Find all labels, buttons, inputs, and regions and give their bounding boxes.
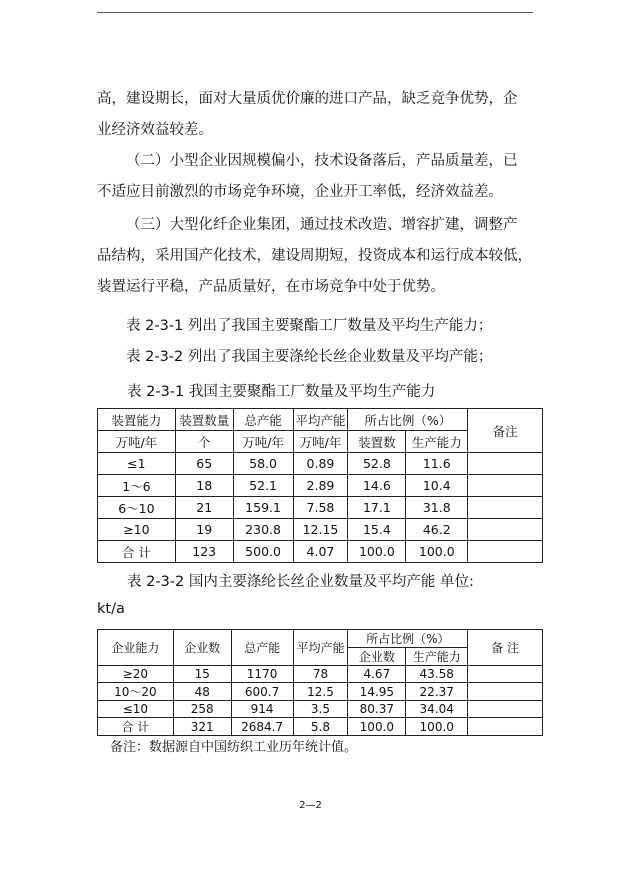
table1-header-cell: 平均产能 <box>293 409 348 431</box>
table-cell: 17.1 <box>348 497 406 519</box>
table-row <box>98 718 543 736</box>
table2-header-cell: 总产能 <box>231 630 293 666</box>
table2-header-cell: 企业数 <box>348 648 406 666</box>
table-cell <box>468 453 543 475</box>
table-cell: 12.5 <box>293 683 348 701</box>
paragraph-4 <box>97 311 533 342</box>
paragraph-line: （二）小型企业因规模偏小，技术设备落后，产品质量差，已 <box>126 153 518 169</box>
table-row <box>98 519 543 541</box>
table-cell: 159.1 <box>233 497 293 519</box>
table-cell: 22.37 <box>406 683 468 701</box>
paragraph-line: （三）大型化纤企业集团，通过技术改造、增容扩建，调整产 <box>126 217 518 233</box>
table-cell: 258 <box>173 701 231 718</box>
table1-header-cell: 所占比例（%） <box>348 409 468 431</box>
table2-unit: kt/a <box>97 601 125 617</box>
table1 <box>97 408 543 563</box>
table-cell: 7.58 <box>293 497 348 519</box>
table-cell: 15.4 <box>348 519 406 541</box>
table-cell: 2684.7 <box>231 718 293 736</box>
table-cell: 1170 <box>231 666 293 683</box>
paragraph-3 <box>97 210 533 303</box>
table-cell: 100.0 <box>406 541 468 563</box>
paragraph-line: 品结构，采用国产化技术，建设周期短，投资成本和运行成本较低， <box>97 248 532 264</box>
table1-header-cell: 备注 <box>468 409 543 453</box>
table-cell: 46.2 <box>406 519 468 541</box>
page-number: 2—2 <box>299 800 322 811</box>
table2-header-cell: 企业数 <box>173 630 231 666</box>
table-cell: 18 <box>175 475 233 497</box>
table-cell: 100.0 <box>406 718 468 736</box>
table-cell: 123 <box>175 541 233 563</box>
table-row <box>98 453 543 475</box>
paragraph-line: 高，建设期长，面对大量质优价廉的进口产品，缺乏竞争优势，企 <box>97 91 518 107</box>
table-cell: ≥10 <box>98 519 176 541</box>
header-rule <box>97 12 533 13</box>
table-row <box>98 475 543 497</box>
table-cell: ≤1 <box>98 453 176 475</box>
table-cell: 6～10 <box>98 497 176 519</box>
table-cell: 78 <box>293 666 348 683</box>
table-cell: 34.04 <box>406 701 468 718</box>
paragraph-5 <box>97 342 533 373</box>
table-cell: 15 <box>173 666 231 683</box>
paragraph-1 <box>97 84 533 146</box>
table-cell: 58.0 <box>233 453 293 475</box>
table-cell: 230.8 <box>233 519 293 541</box>
table-cell: 3.5 <box>293 701 348 718</box>
table2-header-cell: 生产能力 <box>406 648 468 666</box>
table1-header-cell: 万吨/年 <box>293 431 348 453</box>
table2-header-cell: 备 注 <box>468 630 543 666</box>
table-cell: 10.4 <box>406 475 468 497</box>
table-row <box>98 541 543 563</box>
table-row <box>98 497 543 519</box>
table-cell: 80.37 <box>348 701 406 718</box>
table-cell: 100.0 <box>348 541 406 563</box>
table-cell: 100.0 <box>348 718 406 736</box>
table-cell <box>468 683 543 701</box>
paragraph-line: 表 2-3-1 列出了我国主要聚酯工厂数量及平均生产能力； <box>126 318 493 334</box>
table1-caption: 表 2-3-1 我国主要聚酯工厂数量及平均生产能力 <box>127 384 436 400</box>
table-cell: 4.67 <box>348 666 406 683</box>
table-cell <box>468 541 543 563</box>
table-row <box>98 701 543 718</box>
paragraph-line: 业经济效益较差。 <box>97 122 213 138</box>
paragraph-line: 表 2-3-2 列出了我国主要涤纶长丝企业数量及平均产能； <box>126 349 493 365</box>
table-cell: 21 <box>175 497 233 519</box>
paragraph-line: 装置运行平稳，产品质量好，在市场竞争中处于优势。 <box>97 279 445 295</box>
table-cell <box>468 497 543 519</box>
paragraph-2 <box>97 146 533 208</box>
table-row <box>98 683 543 701</box>
table-cell <box>468 475 543 497</box>
table-cell: 914 <box>231 701 293 718</box>
table-cell: 600.7 <box>231 683 293 701</box>
table-cell <box>468 519 543 541</box>
table-cell: 65 <box>175 453 233 475</box>
table-cell: 5.8 <box>293 718 348 736</box>
table-cell: 14.95 <box>348 683 406 701</box>
table-cell: 52.8 <box>348 453 406 475</box>
table-cell: ≥20 <box>98 666 174 683</box>
table1-header-cell: 装置数量 <box>175 409 233 431</box>
table-cell: 合 计 <box>98 541 176 563</box>
table-cell: 500.0 <box>233 541 293 563</box>
table-cell: ≤10 <box>98 701 174 718</box>
table-cell: 31.8 <box>406 497 468 519</box>
table-cell: 2.89 <box>293 475 348 497</box>
table-cell: 4.07 <box>293 541 348 563</box>
table-row <box>98 666 543 683</box>
table1-header-cell: 生产能力 <box>406 431 468 453</box>
table-cell: 43.58 <box>406 666 468 683</box>
table-note: 备注：数据源自中国纺织工业历年统计值。 <box>110 740 358 755</box>
table-cell: 48 <box>173 683 231 701</box>
table1-header-cell: 装置数 <box>348 431 406 453</box>
table-cell: 11.6 <box>406 453 468 475</box>
table1-header-cell: 万吨/年 <box>98 431 176 453</box>
table1-header-cell: 总产能 <box>233 409 293 431</box>
table-cell: 321 <box>173 718 231 736</box>
table1-header-cell: 个 <box>175 431 233 453</box>
table-cell: 0.89 <box>293 453 348 475</box>
table-cell: 1～6 <box>98 475 176 497</box>
table-cell <box>468 718 543 736</box>
table2-caption: 表 2-3-2 国内主要涤纶长丝企业数量及平均产能 单位: <box>127 574 474 590</box>
table-cell <box>468 701 543 718</box>
table-cell: 12.15 <box>293 519 348 541</box>
table1-header-cell: 万吨/年 <box>233 431 293 453</box>
table-cell: 52.1 <box>233 475 293 497</box>
table-cell: 19 <box>175 519 233 541</box>
table-cell: 10～20 <box>98 683 174 701</box>
table-cell: 合 计 <box>98 718 174 736</box>
paragraph-line: 不适应目前激烈的市场竞争环境，企业开工率低，经济效益差。 <box>97 184 503 200</box>
table2 <box>97 629 543 736</box>
table-cell <box>468 666 543 683</box>
table2-header-cell: 所占比例（%） <box>348 630 468 648</box>
table2-header-cell: 平均产能 <box>293 630 348 666</box>
table1-header-cell: 装置能力 <box>98 409 176 431</box>
table2-header-cell: 企业能力 <box>98 630 174 666</box>
table-cell: 14.6 <box>348 475 406 497</box>
